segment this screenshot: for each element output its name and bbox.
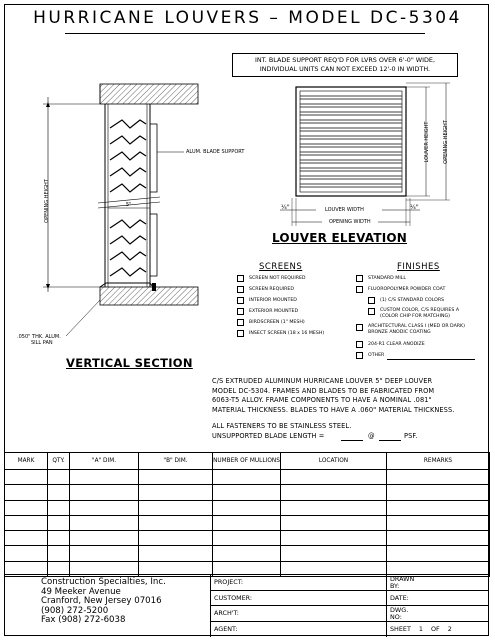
table-cell[interactable] <box>139 515 213 530</box>
at-symbol: @ <box>368 431 375 440</box>
other-finish-label: OTHER <box>368 353 385 358</box>
clear-anodize-checkbox[interactable] <box>356 341 363 348</box>
customer-row <box>211 591 489 606</box>
blade-length-row <box>212 432 484 442</box>
table-cell[interactable] <box>48 485 70 500</box>
table-row <box>5 500 490 515</box>
table-cell[interactable] <box>70 470 139 485</box>
mark-header: MARK <box>5 453 48 470</box>
table-row <box>5 470 490 485</box>
finishes-heading: FINISHES <box>397 262 440 272</box>
table-cell[interactable] <box>387 546 490 561</box>
clearance-left-label: ¹⁄₄" <box>281 204 290 211</box>
note-line-1: INT. BLADE SUPPORT REQ'D FOR LVRS OVER 6'-0" WIDE, <box>254 56 436 64</box>
table-cell[interactable] <box>387 470 490 485</box>
table-row <box>5 515 490 530</box>
table-cell[interactable] <box>139 470 213 485</box>
blade-support-label: ALUM. BLADE SUPPORT <box>186 149 245 155</box>
table-cell[interactable] <box>281 470 387 485</box>
table-row <box>5 531 490 546</box>
table-row <box>5 546 490 561</box>
table-cell[interactable] <box>139 485 213 500</box>
sheet-number: 1 <box>418 625 423 633</box>
qty-header: QTY. <box>48 453 70 470</box>
louver-height-label: LOUVER HEIGHT <box>424 121 430 163</box>
custom-color-line-1: CUSTOM COLOR, C/S REQUIRES A <box>380 308 460 313</box>
location-header: LOCATION <box>281 453 387 470</box>
opening-width-label: OPENING WIDTH <box>329 219 371 225</box>
birdscreen-label: BIRDSCREEN (1" MESH) <box>249 320 305 325</box>
company-block <box>4 575 211 637</box>
cs-standard-colors-label: (1) C/S STANDARD COLORS <box>380 298 445 303</box>
customer-field[interactable] <box>211 591 387 605</box>
table-cell[interactable] <box>139 546 213 561</box>
spec-line-2: MODEL DC-5304. FRAMES AND BLADES TO BE FABRICATED FROM <box>212 386 435 395</box>
other-finish-checkbox[interactable] <box>356 352 363 359</box>
table-cell[interactable] <box>213 470 281 485</box>
blade-length-blank[interactable] <box>341 440 363 441</box>
table-cell[interactable] <box>387 485 490 500</box>
fluoropolymer-label: FLUOROPOLYMER POWDER COAT <box>368 287 446 292</box>
table-cell[interactable] <box>213 485 281 500</box>
insect-screen-checkbox[interactable] <box>237 330 244 337</box>
project-row <box>211 575 489 591</box>
table-cell[interactable] <box>70 515 139 530</box>
agent-row <box>211 622 489 637</box>
table-cell[interactable] <box>5 470 48 485</box>
psf-label: PSF. <box>404 431 418 440</box>
date-field[interactable] <box>387 591 489 605</box>
table-cell[interactable] <box>48 515 70 530</box>
architect-row <box>211 606 489 622</box>
project-label: PROJECT: <box>214 578 244 586</box>
table-cell[interactable] <box>48 531 70 546</box>
screen-not-required-checkbox[interactable] <box>237 275 244 282</box>
company-street: 49 Meeker Avenue <box>41 586 121 597</box>
fasteners-note: ALL FASTENERS TO BE STAINLESS STEEL. <box>212 422 352 431</box>
table-cell[interactable] <box>70 485 139 500</box>
company-name: Construction Specialties, Inc. <box>41 577 166 587</box>
sill-pan-line-2: SILL PAN <box>31 340 53 346</box>
table-cell[interactable] <box>5 531 48 546</box>
louver-outline <box>296 87 406 196</box>
architectural-class-label <box>368 324 465 336</box>
table-cell[interactable] <box>387 500 490 515</box>
table-cell[interactable] <box>281 485 387 500</box>
sheet-total: 2 <box>447 625 452 633</box>
table-row <box>5 485 490 500</box>
company-city: Cranford, New Jersey 07016 <box>41 596 162 607</box>
other-finish-blank[interactable] <box>387 359 475 360</box>
table-cell[interactable] <box>281 531 387 546</box>
custom-color-line-2: (COLOR CHIP FOR MATCHING) <box>380 314 450 319</box>
architectural-class-checkbox[interactable] <box>356 324 363 331</box>
note-line-2: INDIVIDUAL UNITS CAN NOT EXCEED 12'-0 IN WIDTH. <box>259 65 431 73</box>
dwg-no-label: DWG. NO: <box>390 606 409 621</box>
birdscreen-checkbox[interactable] <box>237 319 244 326</box>
depth-label: 5" <box>126 202 132 208</box>
table-cell[interactable] <box>70 500 139 515</box>
table-cell[interactable] <box>281 500 387 515</box>
date-label: DATE: <box>390 594 409 602</box>
mullions-header: NUMBER OF MULLIONS <box>213 453 281 470</box>
table-cell[interactable] <box>281 515 387 530</box>
table-cell[interactable] <box>213 531 281 546</box>
custom-color-checkbox[interactable] <box>368 308 375 315</box>
company-phone: (908) 272-5200 <box>41 605 109 616</box>
a-dim-header: "A" DIM. <box>70 453 139 470</box>
insect-screen-label: INSECT SCREEN (18 x 16 MESH) <box>249 331 325 336</box>
spec-line-1: C/S EXTRUDED ALUMINUM HURRICANE LOUVER 5" DEEP LOUVER <box>212 377 433 385</box>
agent-field[interactable] <box>211 622 387 637</box>
custom-color-label <box>380 308 459 320</box>
table-cell[interactable] <box>70 531 139 546</box>
interior-mounted-label: INTERIOR MOUNTED <box>249 298 297 303</box>
spec-line-4: MATERIAL THICKNESS. BLADES TO HAVE A .060" MATERIAL THICKNESS. <box>212 405 455 414</box>
table-cell[interactable] <box>139 531 213 546</box>
vertical-section-heading: VERTICAL SECTION <box>66 356 193 370</box>
table-cell[interactable] <box>213 515 281 530</box>
architect-field[interactable] <box>211 606 387 621</box>
b-dim-header: "B" DIM. <box>139 453 213 470</box>
table-cell[interactable] <box>48 546 70 561</box>
table-cell[interactable] <box>281 546 387 561</box>
table-cell[interactable] <box>5 500 48 515</box>
table-cell[interactable] <box>70 546 139 561</box>
blade-length-label: UNSUPPORTED BLADE LENGTH = <box>212 431 325 440</box>
table-cell[interactable] <box>213 500 281 515</box>
table-cell[interactable] <box>5 546 48 561</box>
elevation-opening-height-label: OPENING HEIGHT <box>443 120 449 164</box>
table-cell[interactable] <box>5 485 48 500</box>
screens-heading: SCREENS <box>259 262 303 272</box>
interior-mounted-checkbox[interactable] <box>237 297 244 304</box>
drawn-by-label: DRAWN BY: <box>390 575 415 590</box>
louver-elevation-heading: LOUVER ELEVATION <box>272 231 408 245</box>
remarks-header: REMARKS <box>387 453 490 470</box>
louver-schedule-table <box>4 452 490 577</box>
standard-mill-checkbox[interactable] <box>356 275 363 282</box>
title-block <box>4 574 489 637</box>
psf-blank[interactable] <box>379 440 401 441</box>
table-cell[interactable] <box>48 470 70 485</box>
drawn-by-field[interactable] <box>387 575 489 590</box>
clearance-right-label: ¹⁄₄" <box>410 204 419 211</box>
screen-not-required-label: SCREEN NOT REQUIRED <box>249 276 306 281</box>
architectural-line-1: ARCHITECTURAL CLASS I (MED OR DARK) <box>368 324 465 329</box>
clear-anodize-label: 204-R1 CLEAR ANODIZE <box>368 342 425 347</box>
architectural-line-2: BRONZE ANODIC COATING <box>368 330 431 335</box>
agent-label: AGENT: <box>214 625 238 633</box>
louver-width-label: LOUVER WIDTH <box>325 207 364 213</box>
sheet-of: OF <box>431 625 440 633</box>
dwg-no-field[interactable] <box>387 606 489 621</box>
section-opening-height-label: OPENING HEIGHT <box>44 179 50 223</box>
sheet-field <box>387 622 489 637</box>
schedule-header-row <box>5 453 490 470</box>
screen-required-checkbox[interactable] <box>237 286 244 293</box>
company-fax: Fax (908) 272-6038 <box>41 615 126 626</box>
table-cell[interactable] <box>213 546 281 561</box>
project-field[interactable] <box>211 575 387 590</box>
table-cell[interactable] <box>139 500 213 515</box>
table-cell[interactable] <box>387 531 490 546</box>
fluoropolymer-checkbox[interactable] <box>356 286 363 293</box>
table-cell[interactable] <box>387 515 490 530</box>
standard-mill-label: STANDARD MILL <box>368 276 406 281</box>
sill-pan-line-1: .050" THK. ALUM. <box>17 334 61 340</box>
drawing-title: HURRICANE LOUVERS – MODEL DC-5304 <box>33 8 462 28</box>
table-cell[interactable] <box>48 500 70 515</box>
cs-standard-colors-checkbox[interactable] <box>368 297 375 304</box>
screen-required-label: SCREEN REQUIRED <box>249 287 294 292</box>
customer-label: CUSTOMER: <box>214 594 253 602</box>
spec-line-3: 6063-T5 ALLOY. FRAME COMPONENTS TO HAVE A NOMINAL .081" <box>212 396 432 405</box>
architect-label: ARCH'T: <box>214 609 239 617</box>
exterior-mounted-label: EXTERIOR MOUNTED <box>249 309 299 314</box>
specification-text <box>212 377 484 442</box>
exterior-mounted-checkbox[interactable] <box>237 308 244 315</box>
sheet-label: SHEET <box>390 625 411 633</box>
table-cell[interactable] <box>5 515 48 530</box>
